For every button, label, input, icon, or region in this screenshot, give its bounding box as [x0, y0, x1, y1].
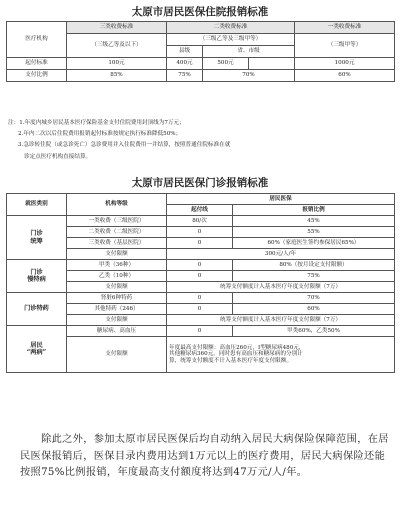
group-outpatient-pool: 门诊 统筹	[7, 216, 67, 260]
ratio-label: 支付比例	[7, 70, 67, 82]
inpatient-table	[6, 21, 395, 82]
limit-label: 支付限额	[67, 282, 167, 293]
ratio-cell: 80%（按月设定支付限额）	[233, 260, 395, 271]
org-label: 医疗机构	[7, 22, 67, 58]
cat1-header: 一类收费标准	[295, 22, 395, 34]
header-org: 机构等级	[67, 194, 167, 216]
org-cell: 三类收费（基层医院）	[67, 238, 167, 249]
limit-label: 支付限额	[67, 315, 167, 326]
ratio-city: 70%	[203, 70, 295, 82]
ratio-cell: 60%	[233, 304, 395, 315]
threshold-city: 500元	[203, 58, 249, 70]
threshold-county: 400元	[167, 58, 203, 70]
org-cell: 二类收费（二级医院）	[67, 227, 167, 238]
outpatient-table	[6, 193, 395, 373]
limit-value: 年度最高支付限额：高血压260元，Ⅰ型糖尿病480元， 其他糖尿病360元。同时患有高血压和糖尿病的分别计 算，统筹支付额度不计入基本医疗年度支付限额。	[167, 337, 395, 373]
ratio-cat3: 85%	[67, 70, 167, 82]
header-type: 就医类别	[7, 194, 67, 216]
header-threshold: 起付线	[167, 205, 233, 216]
table-row	[7, 216, 395, 227]
header-insurance: 居民医保	[167, 194, 395, 205]
ratio-cell: 45%	[233, 216, 395, 227]
threshold-label: 起付标准	[7, 58, 67, 70]
cat2-sub: （三级乙等及三级甲等）	[167, 34, 295, 46]
ratio-cell: 甲类60%，乙类50%	[233, 326, 395, 337]
org-cell: 一类收费（三级医院）	[67, 216, 167, 227]
org-cell: 乙类（10种）	[67, 271, 167, 282]
group-chronic: 门诊 慢特病	[7, 260, 67, 293]
table-row	[7, 58, 395, 70]
note-line: 诊定点医疗机构直接结算。	[24, 153, 92, 160]
outpatient-title: 太原市居民医保门诊报销标准	[131, 177, 269, 189]
table-row	[7, 70, 395, 82]
limit-label: 支付限额	[67, 249, 167, 260]
inpatient-title: 太原市居民医保住院报销标准	[131, 6, 269, 18]
ratio-cell: 60%（家庭医生签约参保居民65%）	[233, 238, 395, 249]
threshold-cell: 0	[167, 260, 233, 271]
threshold-cell: 0	[167, 227, 233, 238]
limit-value: 统筹支付额度计入基本医疗年度支付限额（7万）	[167, 282, 395, 293]
note-line: 注：1.年度内城乡居民基本医疗保险基金支付住院费用封顶线为7万元；	[8, 120, 185, 126]
table-row	[7, 194, 395, 205]
summary-paragraph: 除此之外，参加太原市居民医保后均自动纳入居民大病保险保障范围，在居民医保报销后，医保目录内费用达到1万元以上的医疗费用，居民大病保险还能按照75%比例报销，年度最高支付额度将达到47万元/人/年。	[20, 434, 389, 479]
org-cell: 甲类（36种）	[67, 260, 167, 271]
level-prov-city: 省、市级	[203, 46, 295, 58]
threshold-cell: 0	[167, 326, 233, 337]
threshold-cat3: 100元	[67, 58, 167, 70]
table-row	[7, 22, 395, 34]
threshold-cell: 80/次	[167, 216, 233, 227]
table-row	[7, 326, 395, 337]
org-cell: 其他特药（246）	[67, 304, 167, 315]
org-cell: 肾脏6种特药	[67, 293, 167, 304]
ratio-county: 75%	[167, 70, 203, 82]
table-row	[7, 260, 395, 271]
org-cell: 糖尿病、高血压	[67, 326, 167, 337]
limit-value: 统筹支付额度计入基本医疗年度支付限额（7万）	[167, 315, 395, 326]
cat3-header: 三类收费标准	[67, 22, 167, 34]
ratio-cell: 70%	[233, 293, 395, 304]
cat1-sub: （三级甲等）	[295, 34, 395, 58]
limit-label: 支付限额	[67, 337, 167, 373]
inpatient-notes	[8, 118, 394, 163]
group-two-diseases: 居民 “两病”	[7, 326, 67, 373]
level-county: 县级	[167, 46, 203, 58]
threshold-blank	[249, 58, 295, 70]
ratio-cell: 75%	[233, 271, 395, 282]
threshold-cell: 0	[167, 304, 233, 315]
table-row	[7, 293, 395, 304]
cat2-header: 二类收费标准	[167, 22, 295, 34]
ratio-cell: 55%	[233, 227, 395, 238]
note-line: 3.急诊转住院（或急诊死亡）急诊费用并入住院费用一并结算，按照普通住院标准在就	[18, 142, 231, 149]
ratio-cat1: 60%	[295, 70, 395, 82]
threshold-cat1: 1000元	[295, 58, 395, 70]
limit-value: 300元/人/年	[167, 249, 395, 260]
threshold-cell: 0	[167, 238, 233, 249]
threshold-cell: 0	[167, 271, 233, 282]
note-line: 2.年内二次以后住院费用报销起付标准按规定执行标准降低50%；	[18, 131, 182, 138]
cat3-sub: （三级乙等及以下）	[67, 34, 167, 58]
threshold-cell: 0	[167, 293, 233, 304]
group-special-drugs: 门诊特药	[7, 293, 67, 326]
header-ratio: 报销比例	[233, 205, 395, 216]
